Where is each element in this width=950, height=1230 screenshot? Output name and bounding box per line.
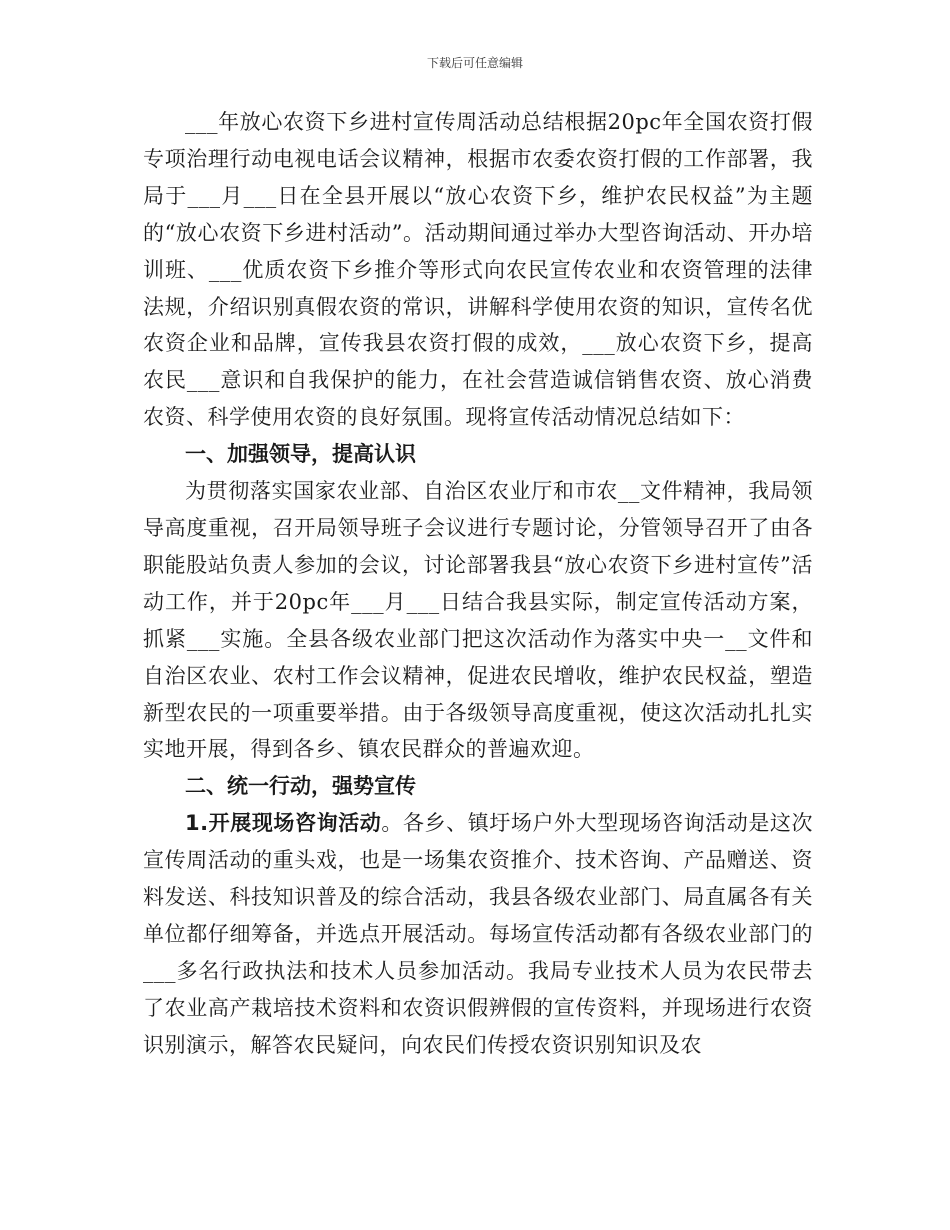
item-1-text: 。各乡、镇圩场户外大型现场咨询活动是这次宣传周活动的重头戏，也是一场集农资推介、技术咨询、产品赠送、资料发送、科技知识普及的综合活动，我县各级农业部门、局直属各有关单位都仔细筹备，并选点开展活动。每场宣传活动都有各级农业部门的___多名行政执法和技术人员参加活动。我局专业技术人员为农民带去了农业高产栽培技术资料和农资识假辨假的宣传资料，并现场进行农资识别演示，解答农民疑问，向农民们传授农资识别知识及农 xyxy=(143,811,814,1057)
section-heading-1: 一、加强领导，提高认识 xyxy=(185,442,416,467)
item-1-lead: 1.开展现场咨询活动 xyxy=(185,811,382,836)
section-heading-2: 二、统一行动，强势宣传 xyxy=(185,774,416,799)
intro-paragraph: ___年放心农资下乡进村宣传周活动总结根据20pc年全国农资打假专项治理行动电视电话会议精神，根据市农委农资打假的工作部署，我局于___月___日在全县开展以“放心农资下乡，维护农民权益”为主题的“放心农资下乡进村活动”。活动期间通过举办大型咨询活动、开办培训班、___优质农资下乡推介等形式向农民宣传农业和农资管理的法律法规，介绍识别真假农资的常识，讲解科学使用农资的知识，宣传名优农资企业和品牌，宣传我县农资打假的成效，___放心农资下乡，提高农民___意识和自我保护的能力，在社会营造诚信销售农资、放心消费农资、科学使用农资的良好氛围。现将宣传活动情况总结如下： xyxy=(143,110,813,430)
item-1-paragraph xyxy=(143,805,813,1063)
section-1-paragraph: 为贯彻落实国家农业部、自治区农业厅和市农__文件精神，我局领导高度重视，召开局领导班子会议进行专题讨论，分管领导召开了由各职能股站负责人参加的会议，讨论部署我县“放心农资下乡进村宣传”活动工作，并于20pc年___月___日结合我县实际，制定宣传活动方案，抓紧___实施。全县各级农业部门把这次活动作为落实中央一__文件和自治区农业、农村工作会议精神，促进农民增收，维护农民权益，塑造新型农民的一项重要举措。由于各级领导高度重视，使这次活动扎扎实实地开展，得到各乡、镇农民群众的普遍欢迎。 xyxy=(143,479,813,762)
page-header: 下载后可任意编辑 xyxy=(426,56,523,70)
document-body xyxy=(143,104,813,1064)
